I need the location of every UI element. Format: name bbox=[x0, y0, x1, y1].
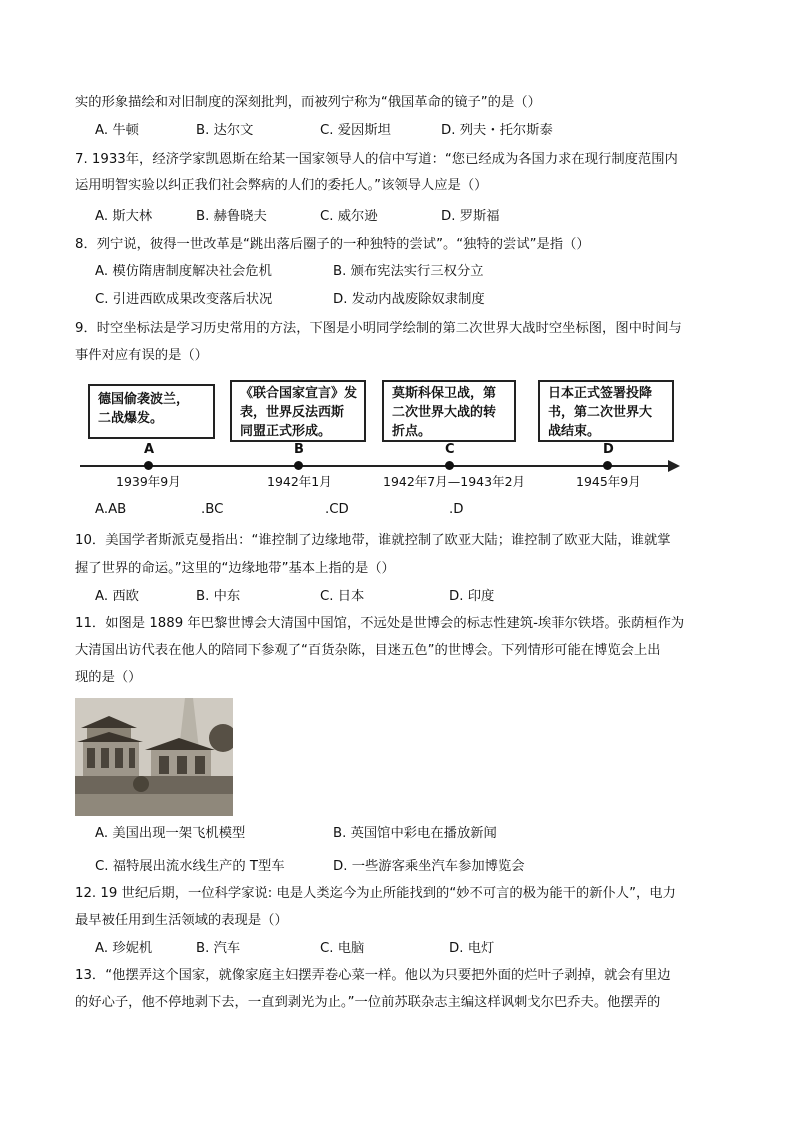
q6-option-c: C. 爱因斯坦 bbox=[320, 123, 391, 138]
q7-stem-line2: 运用明智实验以纠正我们社会弊病的人们的委托人。”该领导人应是（） bbox=[75, 178, 488, 193]
timeline-point-b-date: 1942年1月 bbox=[267, 474, 332, 489]
timeline-point-a-date: 1939年9月 bbox=[116, 474, 181, 489]
q10-option-c: C. 日本 bbox=[320, 589, 365, 604]
q11-stem-line2: 大清国出访代表在他人的陪同下参观了“百货杂陈，目迷五色”的世博会。下列情形可能在博览会上出 bbox=[75, 643, 661, 658]
q7-option-d: D. 罗斯福 bbox=[441, 209, 500, 224]
timeline-box-d bbox=[538, 380, 674, 442]
q10-stem-line2: 握了世界的命运。”这里的“边缘地带”基本上指的是（） bbox=[75, 561, 395, 576]
q13-stem-line2: 的好心子，他不停地剥下去，一直到剥光为止。”一位前苏联杂志主编这样讽刺戈尔巴乔夫。他摆弄的 bbox=[75, 995, 661, 1010]
q12-option-a: A. 珍妮机 bbox=[95, 941, 153, 956]
timeline-point-d bbox=[603, 461, 612, 470]
timeline-box-c-line3: 折点。 bbox=[392, 424, 432, 439]
timeline-point-c-label: C bbox=[445, 442, 455, 457]
q12-stem-line1: 12. 19 世纪后期，一位科学家说: 电是人类迄今为止所能找到的“妙不可言的极为能干的新仆人”，电力 bbox=[75, 886, 676, 901]
timeline-box-a-line2: 二战爆发。 bbox=[98, 411, 164, 426]
timeline-box-b-line2: 表，世界反法西斯 bbox=[240, 405, 345, 420]
timeline-box-b bbox=[230, 380, 366, 442]
q8-option-b: B. 颁布宪法实行三权分立 bbox=[333, 264, 484, 279]
timeline-point-a-label: A bbox=[144, 442, 155, 457]
q12-option-c: C. 电脑 bbox=[320, 941, 365, 956]
timeline-point-b-label: B bbox=[294, 442, 304, 457]
q12-stem-line2: 最早被任用到生活领域的表现是（） bbox=[75, 913, 288, 928]
timeline-box-a bbox=[88, 384, 215, 439]
q11-option-c: C. 福特展出流水线生产的 T型车 bbox=[95, 859, 285, 874]
q6-option-b: B. 达尔文 bbox=[196, 123, 254, 138]
q8-stem: 8．列宁说，彼得一世改革是“跳出落后圈子的一种独特的尝试”。“独特的尝试”是指（） bbox=[75, 237, 590, 252]
q6-stem-tail: 实的形象描绘和对旧制度的深刻批判，而被列宁称为“俄国革命的镜子”的是（） bbox=[75, 95, 541, 110]
q9-stem-line1: 9．时空坐标法是学习历史常用的方法，下图是小明同学绘制的第二次世界大战时空坐标图，图中时间与 bbox=[75, 321, 682, 336]
q6-option-d: D. 列夫・托尔斯泰 bbox=[441, 123, 553, 138]
q12-option-b: B. 汽车 bbox=[196, 941, 241, 956]
q8-option-d: D. 发动内战废除奴隶制度 bbox=[333, 292, 485, 307]
timeline-box-c-line2: 二次世界大战的转 bbox=[392, 405, 497, 420]
q11-option-d: D. 一些游客乘坐汽车参加博览会 bbox=[333, 859, 525, 874]
q9-option-a: A.AB bbox=[95, 502, 127, 517]
timeline-box-b-line3: 同盟正式形成。 bbox=[240, 424, 332, 439]
timeline-box-a-line1: 德国偷袭波兰， bbox=[98, 392, 190, 407]
q11-option-a: A. 美国出现一架飞机模型 bbox=[95, 826, 246, 841]
q7-option-a: A. 斯大林 bbox=[95, 209, 153, 224]
q10-option-a: A. 西欧 bbox=[95, 589, 139, 604]
q9-stem-line2: 事件对应有误的是（） bbox=[75, 348, 208, 363]
china-pavilion-photo bbox=[75, 698, 233, 816]
q12-option-d: D. 电灯 bbox=[449, 941, 495, 956]
china-pavilion-illustration bbox=[75, 698, 233, 816]
q9-option-c: .CD bbox=[325, 502, 349, 517]
timeline-box-c bbox=[382, 380, 516, 442]
q10-option-b: B. 中东 bbox=[196, 589, 241, 604]
q10-stem-line1: 10．美国学者斯派克曼指出：“谁控制了边缘地带，谁就控制了欧亚大陆；谁控制了欧亚大陆，谁就掌 bbox=[75, 533, 671, 548]
q10-option-d: D. 印度 bbox=[449, 589, 495, 604]
timeline-box-d-line2: 书，第二次世界大 bbox=[548, 405, 653, 420]
q9-option-d: .D bbox=[449, 502, 464, 517]
q11-stem-line3: 现的是（） bbox=[75, 670, 142, 685]
timeline-point-d-date: 1945年9月 bbox=[576, 474, 641, 489]
timeline-arrow-icon bbox=[668, 460, 680, 472]
q11-option-b: B. 英国馆中彩电在播放新闻 bbox=[333, 826, 497, 841]
q9-option-b: .BC bbox=[201, 502, 224, 517]
q8-option-c: C. 引进西欧成果改变落后状况 bbox=[95, 292, 273, 307]
q7-stem-line1: 7. 1933年，经济学家凯恩斯在给某一国家领导人的信中写道：“您已经成为各国力求在现行制度范围内 bbox=[75, 152, 678, 167]
timeline-box-b-line1: 《联合国家宣言》发 bbox=[240, 386, 358, 401]
timeline-point-c bbox=[445, 461, 454, 470]
q13-stem-line1: 13．“他摆弄这个国家，就像家庭主妇摆弄卷心菜一样。他以为只要把外面的烂叶子剥掉，就会有里边 bbox=[75, 968, 671, 983]
timeline-box-d-line1: 日本正式签署投降 bbox=[548, 386, 653, 401]
q6-option-a: A. 牛顿 bbox=[95, 123, 139, 138]
q7-option-c: C. 威尔逊 bbox=[320, 209, 378, 224]
q8-option-a: A. 模仿隋唐制度解决社会危机 bbox=[95, 264, 272, 279]
timeline-point-a bbox=[144, 461, 153, 470]
timeline-box-c-line1: 莫斯科保卫战，第 bbox=[392, 386, 497, 401]
timeline-box-d-line3: 战结束。 bbox=[548, 424, 601, 439]
q7-option-b: B. 赫鲁晓夫 bbox=[196, 209, 267, 224]
timeline-axis bbox=[80, 465, 670, 467]
timeline-point-c-date: 1942年7月—1943年2月 bbox=[383, 474, 526, 489]
timeline-point-b bbox=[294, 461, 303, 470]
timeline-point-d-label: D bbox=[603, 442, 614, 457]
q11-stem-line1: 11．如图是 1889 年巴黎世博会大清国中国馆，不远处是世博会的标志性建筑-埃菲尔铁塔。张荫桓作为 bbox=[75, 616, 685, 631]
